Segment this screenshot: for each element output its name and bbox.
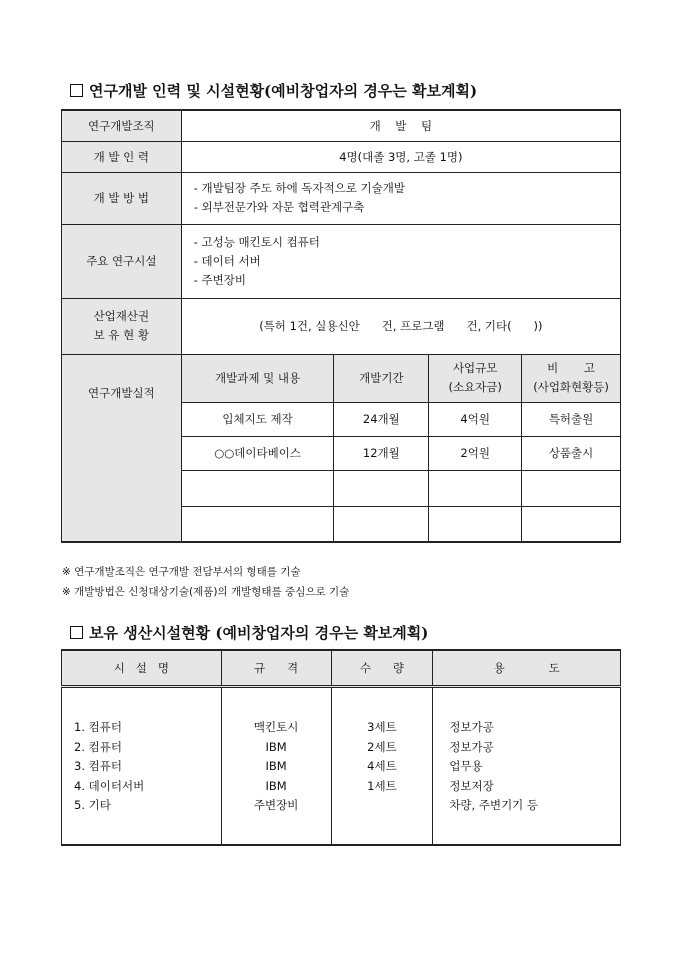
note-line: ※ 연구개발조직은 연구개발 전담부서의 형태를 기술 [62, 566, 301, 578]
facility-name-column [62, 687, 222, 846]
facility-spec-column [221, 687, 331, 846]
list-item: 3. 컴퓨터 [74, 759, 122, 773]
header-spec: 규 격 [221, 650, 331, 687]
ip-label-line2: 보 유 현 황 [93, 328, 150, 342]
ip-label [62, 298, 182, 354]
result-period [334, 506, 429, 542]
section2-title [70, 622, 428, 643]
result-period: 24개월 [334, 402, 429, 436]
results-header-scale [429, 354, 522, 402]
method-line: - 외부전문가와 자문 협력관계구축 [193, 200, 365, 214]
list-item: IBM [265, 778, 287, 793]
list-item: 맥킨토시 [253, 720, 299, 734]
note-line: ※ 개발방법은 신청대상기술(제품)의 개발형태를 중심으로 기술 [62, 586, 350, 598]
list-item: 4세트 [367, 759, 397, 773]
header-name: 시 설 명 [62, 650, 222, 687]
ip-value: (특허 1건, 실용신안 건, 프로그램 건, 기타( )) [181, 298, 620, 354]
staff-value: 4명(대졸 3명, 고졸 1명) [181, 141, 620, 172]
list-item: 4. 데이터서버 [74, 778, 145, 793]
result-note [522, 506, 621, 542]
list-item [332, 796, 433, 816]
result-task [181, 506, 334, 542]
result-task [181, 470, 334, 506]
result-note: 특허출원 [522, 402, 621, 436]
list-item: 정보가공 [449, 720, 494, 734]
rnd-table [61, 109, 621, 543]
list-item: IBM [265, 759, 287, 773]
section1-title-text: 연구개발 인력 및 시설현황(예비창업자의 경우는 확보계획) [89, 82, 478, 100]
facility-line: - 주변장비 [193, 272, 246, 287]
result-scale: 4억원 [429, 402, 522, 436]
result-task: 입체지도 제작 [181, 402, 334, 436]
list-item: 2. 컴퓨터 [74, 739, 122, 754]
facility-line: - 데이터 서버 [193, 253, 261, 268]
results-header-task: 개발과제 및 내용 [181, 354, 334, 402]
result-period [334, 470, 429, 506]
results-header-note-line1: 비 고 [547, 361, 595, 375]
ip-label-line1: 산업재산권 [93, 309, 150, 323]
org-value: 개 발 팀 [181, 110, 620, 141]
facility-use-column [433, 687, 621, 846]
list-item: 주변장비 [253, 798, 299, 812]
facility-qty-column [331, 687, 433, 846]
facility-line: - 고성능 매킨토시 컴퓨터 [193, 234, 320, 249]
header-use: 용 도 [433, 650, 621, 687]
checkbox-square-icon [70, 84, 83, 97]
facility-label: 주요 연구시설 [62, 224, 182, 298]
section1-title [70, 80, 477, 101]
staff-label: 개 발 인 력 [62, 141, 182, 172]
list-item: 차량, 주변기기 등 [449, 798, 539, 812]
list-item: 업무용 [449, 759, 483, 773]
results-header-note [522, 354, 621, 402]
method-line: - 개발팀장 주도 하에 독자적으로 기술개발 [193, 181, 405, 195]
list-item: 2세트 [367, 739, 397, 754]
result-note [522, 470, 621, 506]
org-label: 연구개발조직 [62, 110, 182, 141]
result-task: ○○데이타베이스 [181, 436, 334, 470]
method-value [181, 172, 620, 224]
result-scale [429, 506, 522, 542]
list-item: 정보저장 [449, 778, 494, 793]
result-period: 12개월 [334, 436, 429, 470]
results-header-scale-line1: 사업규모 [452, 361, 498, 375]
facility-table [61, 649, 621, 846]
results-label: 연구개발실적 [62, 354, 182, 542]
list-item: 1. 컴퓨터 [74, 720, 122, 734]
list-item: 3세트 [367, 720, 397, 734]
list-item: 정보가공 [449, 739, 494, 754]
results-header-scale-line2: (소요자금) [448, 380, 502, 394]
section2-title-text: 보유 생산시설현황 (예비창업자의 경우는 확보계획) [89, 624, 429, 642]
list-item: 1세트 [367, 778, 397, 793]
facility-value [181, 224, 620, 298]
list-item: 5. 기타 [74, 798, 111, 812]
result-scale [429, 470, 522, 506]
result-note: 상품출시 [522, 436, 621, 470]
result-scale: 2억원 [429, 436, 522, 470]
header-qty: 수 량 [331, 650, 433, 687]
method-label: 개 발 방 법 [62, 172, 182, 224]
results-header-period: 개발기간 [334, 354, 429, 402]
results-header-note-line2: (사업화현황등) [533, 380, 609, 394]
checkbox-square-icon [70, 626, 83, 639]
list-item: IBM [265, 739, 287, 754]
